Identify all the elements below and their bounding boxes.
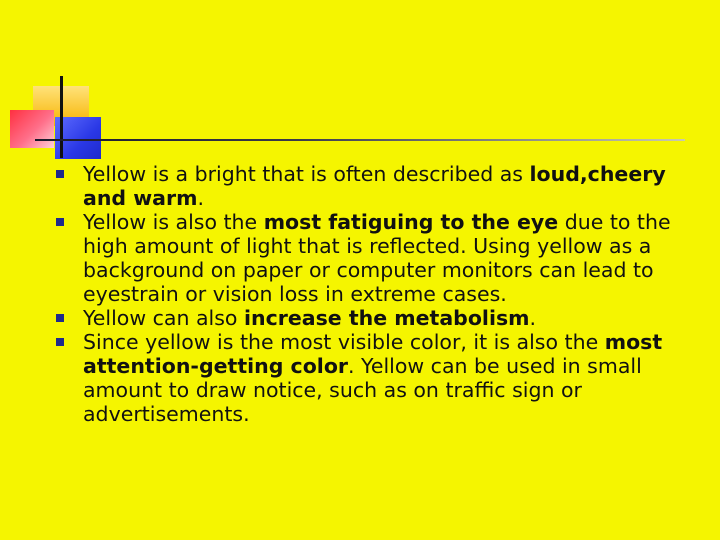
bullet-text: Yellow can also bbox=[83, 306, 244, 330]
square-bullet-icon bbox=[56, 338, 64, 346]
bullet-item bbox=[56, 210, 696, 306]
bullet-text: . bbox=[529, 306, 537, 330]
title-divider-line bbox=[35, 139, 685, 141]
bullet-list bbox=[56, 162, 696, 426]
square-bullet-icon bbox=[56, 170, 64, 178]
bullet-item bbox=[56, 306, 696, 330]
decorative-vertical-line bbox=[60, 76, 63, 158]
bullet-bold-text: most fatiguing to the eye bbox=[263, 210, 559, 234]
bullet-text: Yellow is also the bbox=[83, 210, 264, 234]
bullet-text: . Yellow can be used in small amount to draw notice, such as on traffic sign or advertisements. bbox=[83, 354, 642, 426]
bullet-bold-text: most attention-getting color bbox=[83, 330, 663, 378]
bullet-bold-text: loud,cheery and warm bbox=[83, 162, 666, 210]
square-bullet-icon bbox=[56, 314, 64, 322]
decorative-red-square bbox=[10, 110, 54, 148]
square-bullet-icon bbox=[56, 218, 64, 226]
bullet-text: Yellow is a bright that is often described as bbox=[83, 162, 530, 186]
bullet-item bbox=[56, 330, 696, 426]
bullet-text: . bbox=[197, 186, 205, 210]
bullet-text: Since yellow is the most visible color, it is also the bbox=[83, 330, 605, 354]
bullet-item bbox=[56, 162, 696, 210]
bullet-bold-text: increase the metabolism bbox=[243, 306, 530, 330]
bullet-text: due to the high amount of light that is reflected. Using yellow as a background on paper or computer monitors can lead to eyestrain or vision loss in extreme cases. bbox=[83, 210, 671, 306]
